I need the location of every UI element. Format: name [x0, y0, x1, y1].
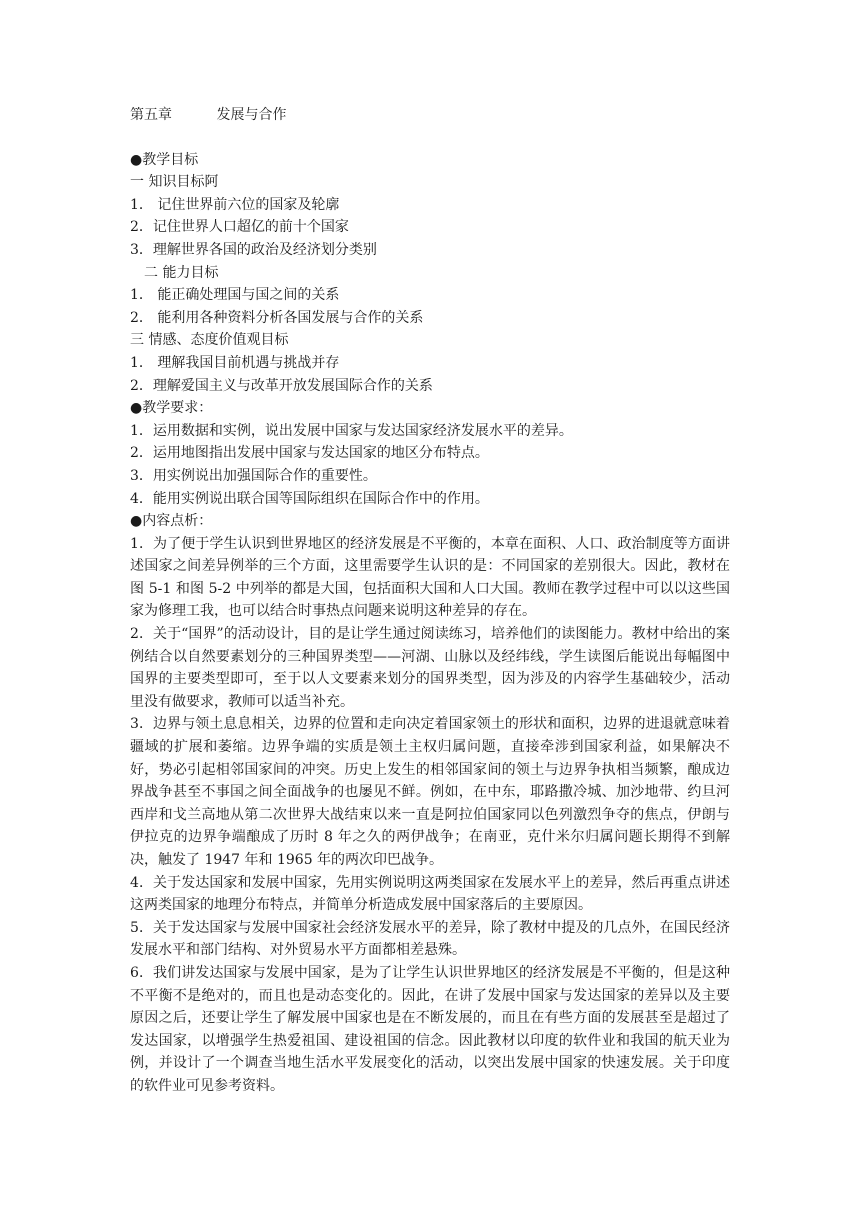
attitude-item: 1． 理解我国目前机遇与挑战并存	[130, 354, 340, 371]
knowledge-heading: 一 知识目标阿	[130, 174, 219, 191]
analysis-paragraph: 6．我们讲发达国家与发展中国家，是为了让学生认识世界地区的经济发展是不平衡的，但是这种不平衡不是绝对的，而且也是动态变化的。因此，在讲了发展中国家与发达国家的差异以及主要原因之后，还要让学生了解发展中国家也是在不断发展的，而且在有些方面的发展甚至是超过了发达国家，以增强学生热爱祖国、建设祖国的信念。因此教材以印度的软件业和我国的航天业为例，并设计了一个调查当地生活水平发展变化的活动，以突出发展中国家的快速发展。关于印度的软件业可见参考资料。	[130, 964, 730, 1094]
analysis-heading: ●内容点析：	[130, 513, 213, 530]
ability-item: 1． 能正确处理国与国之间的关系	[130, 287, 340, 304]
attitude-heading: 三 情感、态度价值观目标	[130, 332, 289, 349]
ability-item: 2． 能利用各种资料分析各国发展与合作的关系	[130, 309, 424, 326]
requirements-heading: ●教学要求：	[130, 400, 213, 417]
goals-heading: ●教学目标	[130, 151, 199, 168]
analysis-paragraph: 3．边界与领土息息相关，边界的位置和走向决定着国家领土的形状和面积，边界的进退就意味着疆域的扩展和萎缩。边界争端的实质是领土主权归属问题，直接牵涉到国家利益，如果解决不好，势必引起相邻国家间的冲突。历史上发生的相邻国家间的领土与边界争执相当频繁，酿成边界战争甚至不事国之间全面战争的也屡见不鲜。例如，在中东，耶路撒冷城、加沙地带、约旦河西岸和戈兰高地从第二次世界大战结束以来一直是阿拉伯国家同以色列激烈争夺的焦点，伊朗与伊拉克的边界争端酿成了历时 8 年之久的两伊战争；在南亚，克什米尔归属问题长期得不到解决，触发了 1947 年和 1965 年的两次印巴战争。	[130, 716, 730, 868]
attitude-item: 2．理解爱国主义与改革开放发展国际合作的关系	[130, 377, 433, 394]
knowledge-item: 3．理解世界各国的政治及经济划分类别	[130, 241, 377, 258]
analysis-paragraph: 2．关于“国界”的活动设计，目的是让学生通过阅读练习，培养他们的读图能力。教材中给出的案例结合以自然要素划分的三种国界类型——河湖、山脉以及经纬线，学生读图后能说出每幅图中国界的主要类型即可，至于以人文要素来划分的国界类型，因为涉及的内容学生基础较少，活动里没有做要求，教师可以适当补充。	[130, 626, 730, 710]
analysis-paragraph: 1．为了便于学生认识到世界地区的经济发展是不平衡的，本章在面积、人口、政治制度等方面讲述国家之间差异例举的三个方面，这里需要学生认识的是：不同国家的差别很大。因此，教材在图 5-1 和图 5-2 中列举的都是大国，包括面积大国和人口大国。教师在教学过程中可以以这些国家为修理工我，也可以结合时事热点问题来说明这种差异的存在。	[130, 535, 730, 620]
knowledge-item: 2．记住世界人口超亿的前十个国家	[130, 219, 349, 236]
chapter-title: 第五章 发展与合作	[130, 107, 287, 123]
requirement-item: 1．运用数据和实例，说出发展中国家与发达国家经济发展水平的差异。	[130, 422, 573, 439]
analysis-paragraph: 5．关于发达国家与发展中国家社会经济发展水平的差异，除了教材中提及的几点外，在国民经济发展水平和部门结构、对外贸易水平方面都相差悬殊。	[130, 919, 730, 959]
requirement-item: 3．用实例说出加强国际合作的重要性。	[130, 467, 377, 484]
requirement-item: 2．运用地图指出发展中国家与发达国家的地区分布特点。	[130, 445, 489, 462]
requirement-item: 4．能用实例说出联合国等国际组织在国际合作中的作用。	[130, 490, 489, 507]
knowledge-item: 1． 记住世界前六位的国家及轮廓	[130, 196, 340, 213]
analysis-paragraph: 4．关于发达国家和发展中国家，先用实例说明这两类国家在发展水平上的差异，然后再重点讲述这两类国家的地理分布特点，并简单分析造成发展中国家落后的主要原因。	[130, 874, 730, 914]
document-body	[130, 104, 730, 1098]
ability-heading: 二 能力目标	[144, 264, 219, 281]
